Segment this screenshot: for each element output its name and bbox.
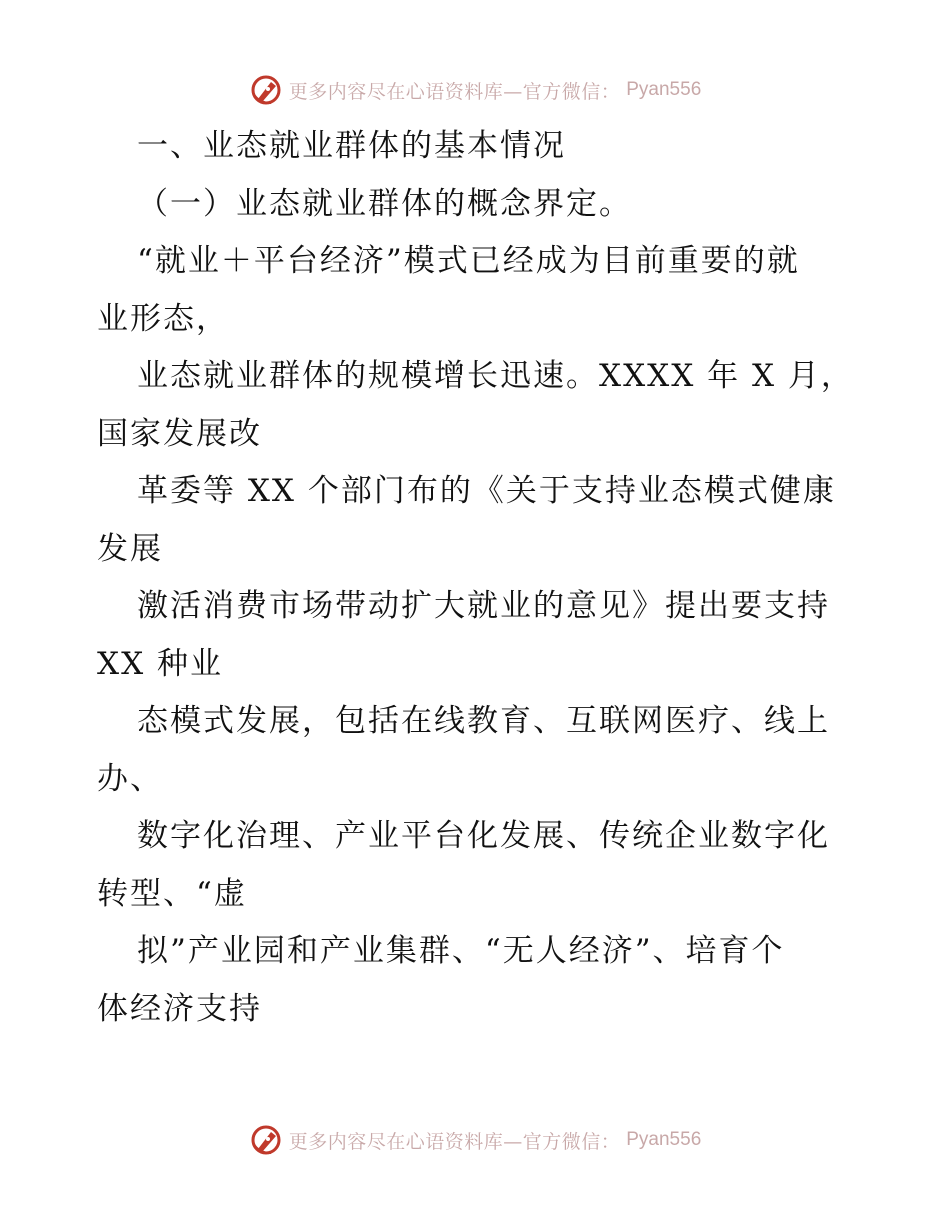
header-watermark — [0, 70, 950, 110]
watermark-handle: Pyan556 — [626, 1129, 702, 1150]
watermark-text: 更多内容尽在心语资料库—官方微信： — [288, 1130, 621, 1153]
red-pen-nib-logo-icon — [249, 73, 283, 107]
text-line: 激活消费市场带动扩大就业的意见》提出要支持 — [137, 588, 830, 624]
text-line: XX 种业 — [97, 645, 223, 682]
text-line: 拟”产业园和产业集群、“无人经济”、培育个 — [137, 933, 785, 969]
red-pen-nib-logo-icon — [249, 1123, 283, 1157]
text-line: （一）业态就业群体的概念界定。 — [137, 185, 632, 222]
watermark-group — [249, 1123, 702, 1157]
text-line: “就业＋平台经济”模式已经成为目前重要的就 — [137, 243, 800, 279]
footer-watermark — [0, 1120, 950, 1160]
text-line: 业态就业群体的规模增长迅速。XXXX 年 X 月， — [137, 358, 854, 394]
text-line: 一、业态就业群体的基本情况 — [137, 128, 566, 164]
text-line: 办、 — [97, 760, 163, 797]
text-line: 体经济支持 — [97, 990, 262, 1027]
text-line: 发展 — [97, 530, 163, 567]
watermark-group — [249, 73, 702, 107]
watermark-handle: Pyan556 — [626, 79, 702, 100]
document-body — [97, 118, 867, 1038]
text-line: 转型、“虚 — [97, 875, 247, 912]
watermark-text: 更多内容尽在心语资料库—官方微信： — [288, 80, 621, 103]
text-line: 业形态， — [97, 300, 229, 337]
text-line: 国家发展改 — [97, 415, 262, 452]
text-line: 革委等 XX 个部门布的《关于支持业态模式健康 — [137, 473, 836, 509]
text-line: 数字化治理、产业平台化发展、传统企业数字化 — [137, 818, 830, 854]
text-line: 态模式发展，包括在线教育、互联网医疗、线上 — [137, 703, 830, 739]
